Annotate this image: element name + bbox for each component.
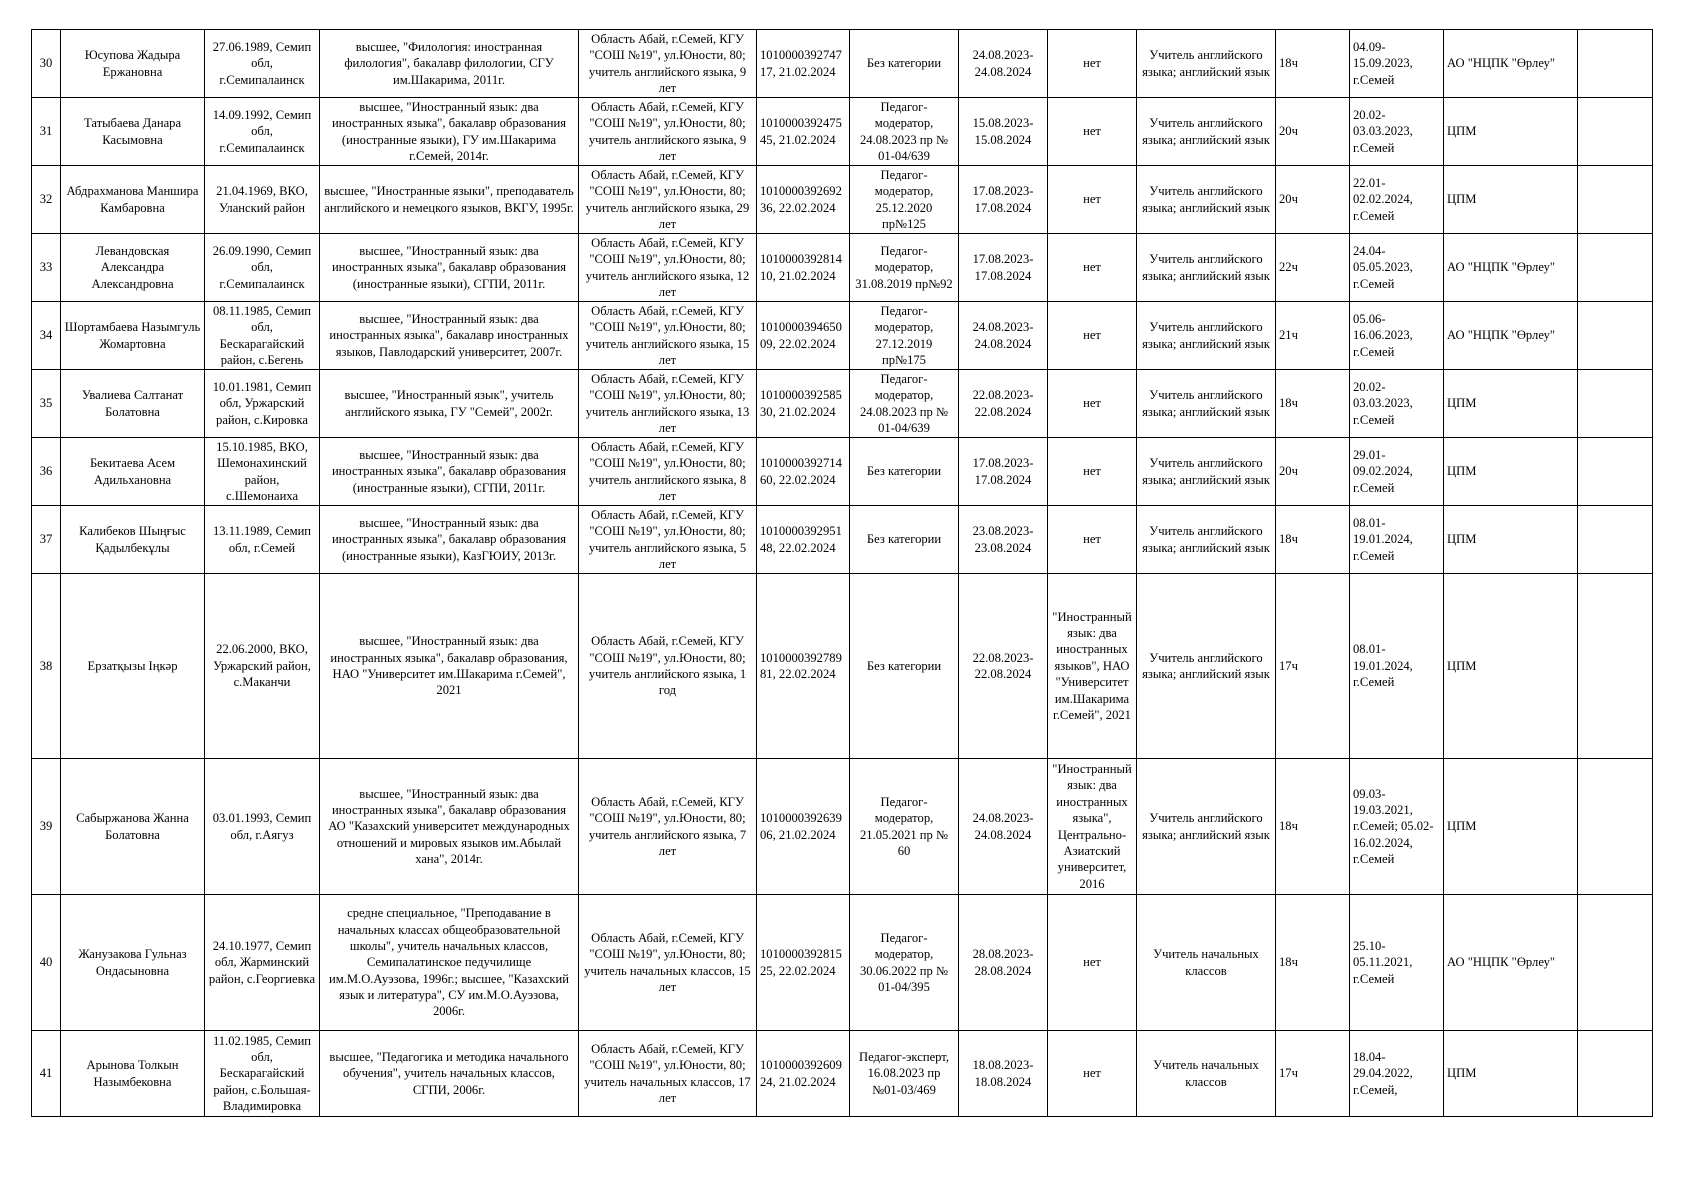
certification-period-cell: 18.08.2023-18.08.2024: [959, 1031, 1048, 1117]
row-number-cell: 37: [32, 506, 61, 574]
education-cell: высшее, "Иностранный язык: два иностранных языка", бакалавр иностранных языков, Павлодарский университет, 2007г.: [320, 302, 579, 370]
row-number-cell: 35: [32, 370, 61, 438]
full-name-cell: Калибеков Шыңғыс Қадылбекұлы: [61, 506, 205, 574]
staff-table: [31, 29, 1653, 1117]
retraining-cell: нет: [1048, 166, 1137, 234]
birth-info-cell: 13.11.1989, Семип обл, г.Семей: [205, 506, 320, 574]
full-name-cell: Увалиева Салтанат Болатовна: [61, 370, 205, 438]
birth-info-cell: 14.09.1992, Семип обл, г.Семипалаинск: [205, 98, 320, 166]
birth-info-cell: 11.02.1985, Семип обл, Бескарагайский район, с.Большая-Владимировка: [205, 1031, 320, 1117]
row-number-cell: 40: [32, 895, 61, 1031]
retraining-cell: "Иностранный язык: два иностранных языков", НАО "Университет им.Шакарима г.Семей", 2021: [1048, 574, 1137, 759]
qualification-category-cell: Педагог-модератор, 30.06.2022 пр № 01-04/395: [850, 895, 959, 1031]
registration-number-cell: 101000039269236, 22.02.2024: [757, 166, 850, 234]
notes-cell: [1578, 166, 1653, 234]
education-cell: высшее, "Филология: иностранная филология", бакалавр филологии, СГУ им.Шакарима, 2011г.: [320, 30, 579, 98]
course-dates-cell: 29.01-09.02.2024, г.Семей: [1350, 438, 1444, 506]
notes-cell: [1578, 30, 1653, 98]
course-organization-cell: ЦПМ: [1444, 370, 1578, 438]
birth-info-cell: 03.01.1993, Семип обл, г.Аягуз: [205, 759, 320, 895]
course-organization-cell: АО "НЦПК "Өрлеу": [1444, 895, 1578, 1031]
certification-period-cell: 22.08.2023-22.08.2024: [959, 574, 1048, 759]
qualification-category-cell: Без категории: [850, 574, 959, 759]
notes-cell: [1578, 895, 1653, 1031]
table-row: [32, 30, 1653, 98]
course-dates-cell: 24.04-05.05.2023, г.Семей: [1350, 234, 1444, 302]
retraining-cell: нет: [1048, 302, 1137, 370]
row-number-cell: 38: [32, 574, 61, 759]
course-organization-cell: ЦПМ: [1444, 98, 1578, 166]
teaching-hours-cell: 17ч: [1276, 574, 1350, 759]
notes-cell: [1578, 98, 1653, 166]
row-number-cell: 34: [32, 302, 61, 370]
workplace-cell: Область Абай, г.Семей, КГУ "СОШ №19", ул.Юности, 80; учитель английского языка, 29 лет: [579, 166, 757, 234]
table-row: [32, 370, 1653, 438]
full-name-cell: Шортамбаева Назымгуль Жомартовна: [61, 302, 205, 370]
course-dates-cell: 05.06-16.06.2023, г.Семей: [1350, 302, 1444, 370]
education-cell: средне специальное, "Преподавание в начальных классах общеобразовательной школы", учитель начальных классов, Семипалатинское педучилище им.М.О.Ауэзова, 1996г.; высшее, "Казахский язык и литература", СУ им.М.О.Ауэзова, 2006г.: [320, 895, 579, 1031]
education-cell: высшее, "Иностранный язык: два иностранных языка", бакалавр образования (иностранные языки), ГУ им.Шакарима г.Семей, 2014г.: [320, 98, 579, 166]
notes-cell: [1578, 438, 1653, 506]
course-dates-cell: 25.10-05.11.2021, г.Семей: [1350, 895, 1444, 1031]
full-name-cell: Ерзатқызы Іңкәр: [61, 574, 205, 759]
table-row: [32, 438, 1653, 506]
retraining-cell: нет: [1048, 98, 1137, 166]
qualification-category-cell: Педагог-модератор, 27.12.2019 пр№175: [850, 302, 959, 370]
course-dates-cell: 09.03-19.03.2021, г.Семей; 05.02-16.02.2024, г.Семей: [1350, 759, 1444, 895]
registration-number-cell: 101000039281410, 21.02.2024: [757, 234, 850, 302]
subject-cell: Учитель английского языка; английский язык: [1137, 302, 1276, 370]
certification-period-cell: 23.08.2023-23.08.2024: [959, 506, 1048, 574]
subject-cell: Учитель английского языка; английский язык: [1137, 438, 1276, 506]
full-name-cell: Левандовская Александра Александровна: [61, 234, 205, 302]
qualification-category-cell: Педагог-модератор, 24.08.2023 пр № 01-04/639: [850, 370, 959, 438]
notes-cell: [1578, 234, 1653, 302]
course-dates-cell: 20.02-03.03.2023, г.Семей: [1350, 98, 1444, 166]
certification-period-cell: 24.08.2023-24.08.2024: [959, 759, 1048, 895]
subject-cell: Учитель начальных классов: [1137, 895, 1276, 1031]
workplace-cell: Область Абай, г.Семей, КГУ "СОШ №19", ул.Юности, 80; учитель начальных классов, 15 лет: [579, 895, 757, 1031]
workplace-cell: Область Абай, г.Семей, КГУ "СОШ №19", ул.Юности, 80; учитель начальных классов, 17 лет: [579, 1031, 757, 1117]
workplace-cell: Область Абай, г.Семей, КГУ "СОШ №19", ул.Юности, 80; учитель английского языка, 7 лет: [579, 759, 757, 895]
qualification-category-cell: Без категории: [850, 506, 959, 574]
full-name-cell: Сабыржанова Жанна Болатовна: [61, 759, 205, 895]
subject-cell: Учитель английского языка; английский язык: [1137, 166, 1276, 234]
full-name-cell: Юсупова Жадыра Ержановна: [61, 30, 205, 98]
birth-info-cell: 24.10.1977, Семип обл, Жарминский район, с.Георгиевка: [205, 895, 320, 1031]
qualification-category-cell: Без категории: [850, 438, 959, 506]
table-row: [32, 759, 1653, 895]
subject-cell: Учитель английского языка; английский язык: [1137, 98, 1276, 166]
registration-number-cell: 101000039281525, 22.02.2024: [757, 895, 850, 1031]
birth-info-cell: 27.06.1989, Семип обл, г.Семипалаинск: [205, 30, 320, 98]
notes-cell: [1578, 302, 1653, 370]
notes-cell: [1578, 574, 1653, 759]
teaching-hours-cell: 18ч: [1276, 30, 1350, 98]
retraining-cell: нет: [1048, 438, 1137, 506]
retraining-cell: нет: [1048, 1031, 1137, 1117]
course-organization-cell: ЦПМ: [1444, 574, 1578, 759]
teaching-hours-cell: 18ч: [1276, 506, 1350, 574]
notes-cell: [1578, 759, 1653, 895]
subject-cell: Учитель английского языка; английский язык: [1137, 506, 1276, 574]
birth-info-cell: 08.11.1985, Семип обл, Бескарагайский район, с.Бегень: [205, 302, 320, 370]
teaching-hours-cell: 20ч: [1276, 98, 1350, 166]
notes-cell: [1578, 506, 1653, 574]
notes-cell: [1578, 1031, 1653, 1117]
row-number-cell: 41: [32, 1031, 61, 1117]
notes-cell: [1578, 370, 1653, 438]
full-name-cell: Арынова Толкын Назымбековна: [61, 1031, 205, 1117]
teaching-hours-cell: 22ч: [1276, 234, 1350, 302]
workplace-cell: Область Абай, г.Семей, КГУ "СОШ №19", ул.Юности, 80; учитель английского языка, 5 лет: [579, 506, 757, 574]
education-cell: высшее, "Иностранные языки", преподаватель английского и немецкого языков, ВКГУ, 1995г.: [320, 166, 579, 234]
education-cell: высшее, "Иностранный язык: два иностранных языка", бакалавр образования (иностранные языки), СГПИ, 2011г.: [320, 438, 579, 506]
workplace-cell: Область Абай, г.Семей, КГУ "СОШ №19", ул.Юности, 80; учитель английского языка, 1 год: [579, 574, 757, 759]
workplace-cell: Область Абай, г.Семей, КГУ "СОШ №19", ул.Юности, 80; учитель английского языка, 15 лет: [579, 302, 757, 370]
certification-period-cell: 22.08.2023-22.08.2024: [959, 370, 1048, 438]
registration-number-cell: 101000039260924, 21.02.2024: [757, 1031, 850, 1117]
retraining-cell: нет: [1048, 30, 1137, 98]
subject-cell: Учитель английского языка; английский язык: [1137, 574, 1276, 759]
certification-period-cell: 24.08.2023-24.08.2024: [959, 30, 1048, 98]
course-organization-cell: ЦПМ: [1444, 759, 1578, 895]
table-row: [32, 506, 1653, 574]
workplace-cell: Область Абай, г.Семей, КГУ "СОШ №19", ул.Юности, 80; учитель английского языка, 12 лет: [579, 234, 757, 302]
education-cell: высшее, "Иностранный язык: два иностранных языка", бакалавр образования, НАО "Университет им.Шакарима г.Семей", 2021: [320, 574, 579, 759]
workplace-cell: Область Абай, г.Семей, КГУ "СОШ №19", ул.Юности, 80; учитель английского языка, 8 лет: [579, 438, 757, 506]
qualification-category-cell: Педагог-модератор, 21.05.2021 пр № 60: [850, 759, 959, 895]
certification-period-cell: 15.08.2023-15.08.2024: [959, 98, 1048, 166]
table-row: [32, 166, 1653, 234]
qualification-category-cell: Педагог-модератор, 24.08.2023 пр № 01-04/639: [850, 98, 959, 166]
course-organization-cell: ЦПМ: [1444, 506, 1578, 574]
row-number-cell: 31: [32, 98, 61, 166]
registration-number-cell: 101000039247545, 21.02.2024: [757, 98, 850, 166]
subject-cell: Учитель начальных классов: [1137, 1031, 1276, 1117]
registration-number-cell: 101000039271460, 22.02.2024: [757, 438, 850, 506]
certification-period-cell: 28.08.2023-28.08.2024: [959, 895, 1048, 1031]
education-cell: высшее, "Педагогика и методика начального обучения", учитель начальных классов, СГПИ, 2006г.: [320, 1031, 579, 1117]
course-dates-cell: 20.02-03.03.2023, г.Семей: [1350, 370, 1444, 438]
qualification-category-cell: Педагог-модератор, 31.08.2019 пр№92: [850, 234, 959, 302]
teaching-hours-cell: 20ч: [1276, 438, 1350, 506]
certification-period-cell: 17.08.2023-17.08.2024: [959, 234, 1048, 302]
retraining-cell: нет: [1048, 234, 1137, 302]
course-organization-cell: АО "НЦПК "Өрлеу": [1444, 234, 1578, 302]
table-row: [32, 302, 1653, 370]
qualification-category-cell: Без категории: [850, 30, 959, 98]
subject-cell: Учитель английского языка; английский язык: [1137, 370, 1276, 438]
workplace-cell: Область Абай, г.Семей, КГУ "СОШ №19", ул.Юности, 80; учитель английского языка, 9 лет: [579, 98, 757, 166]
row-number-cell: 33: [32, 234, 61, 302]
birth-info-cell: 22.06.2000, ВКО, Уржарский район, с.Маканчи: [205, 574, 320, 759]
teaching-hours-cell: 18ч: [1276, 895, 1350, 1031]
teaching-hours-cell: 17ч: [1276, 1031, 1350, 1117]
birth-info-cell: 21.04.1969, ВКО, Уланский район: [205, 166, 320, 234]
certification-period-cell: 24.08.2023-24.08.2024: [959, 302, 1048, 370]
workplace-cell: Область Абай, г.Семей, КГУ "СОШ №19", ул.Юности, 80; учитель английского языка, 9 лет: [579, 30, 757, 98]
course-organization-cell: ЦПМ: [1444, 438, 1578, 506]
birth-info-cell: 15.10.1985, ВКО, Шемонахинский район, с.Шемонаиха: [205, 438, 320, 506]
course-organization-cell: ЦПМ: [1444, 1031, 1578, 1117]
teaching-hours-cell: 21ч: [1276, 302, 1350, 370]
course-dates-cell: 04.09-15.09.2023, г.Семей: [1350, 30, 1444, 98]
course-organization-cell: АО "НЦПК "Өрлеу": [1444, 30, 1578, 98]
course-dates-cell: 18.04-29.04.2022, г.Семей,: [1350, 1031, 1444, 1117]
education-cell: высшее, "Иностранный язык: два иностранных языка", бакалавр образования АО "Казахский университет международных отношений и мировых языков им.Абылай хана", 2014г.: [320, 759, 579, 895]
full-name-cell: Жанузакова Гульназ Ондасыновна: [61, 895, 205, 1031]
workplace-cell: Область Абай, г.Семей, КГУ "СОШ №19", ул.Юности, 80; учитель английского языка, 13 лет: [579, 370, 757, 438]
table-row: [32, 1031, 1653, 1117]
registration-number-cell: 101000039258530, 21.02.2024: [757, 370, 850, 438]
retraining-cell: нет: [1048, 370, 1137, 438]
full-name-cell: Татыбаева Данара Касымовна: [61, 98, 205, 166]
certification-period-cell: 17.08.2023-17.08.2024: [959, 438, 1048, 506]
registration-number-cell: 101000039263906, 21.02.2024: [757, 759, 850, 895]
table-row: [32, 98, 1653, 166]
birth-info-cell: 26.09.1990, Семип обл, г.Семипалаинск: [205, 234, 320, 302]
course-organization-cell: ЦПМ: [1444, 166, 1578, 234]
full-name-cell: Абдрахманова Маншира Камбаровна: [61, 166, 205, 234]
registration-number-cell: 101000039465009, 22.02.2024: [757, 302, 850, 370]
course-dates-cell: 22.01-02.02.2024, г.Семей: [1350, 166, 1444, 234]
retraining-cell: нет: [1048, 506, 1137, 574]
certification-period-cell: 17.08.2023-17.08.2024: [959, 166, 1048, 234]
full-name-cell: Бекитаева Асем Адильхановна: [61, 438, 205, 506]
subject-cell: Учитель английского языка; английский язык: [1137, 234, 1276, 302]
qualification-category-cell: Педагог-модератор, 25.12.2020 пр№125: [850, 166, 959, 234]
row-number-cell: 39: [32, 759, 61, 895]
education-cell: высшее, "Иностранный язык", учитель английского языка, ГУ "Семей", 2002г.: [320, 370, 579, 438]
registration-number-cell: 101000039278981, 22.02.2024: [757, 574, 850, 759]
birth-info-cell: 10.01.1981, Семип обл, Уржарский район, с.Кировка: [205, 370, 320, 438]
qualification-category-cell: Педагог-эксперт, 16.08.2023 пр №01-03/469: [850, 1031, 959, 1117]
registration-number-cell: 101000039295148, 22.02.2024: [757, 506, 850, 574]
teaching-hours-cell: 18ч: [1276, 370, 1350, 438]
course-dates-cell: 08.01-19.01.2024, г.Семей: [1350, 574, 1444, 759]
row-number-cell: 32: [32, 166, 61, 234]
subject-cell: Учитель английского языка; английский язык: [1137, 759, 1276, 895]
education-cell: высшее, "Иностранный язык: два иностранных языка", бакалавр образования (иностранные языки), КазГЮИУ, 2013г.: [320, 506, 579, 574]
course-organization-cell: АО "НЦПК "Өрлеу": [1444, 302, 1578, 370]
education-cell: высшее, "Иностранный язык: два иностранных языка", бакалавр образования (иностранные языки), СГПИ, 2011г.: [320, 234, 579, 302]
retraining-cell: нет: [1048, 895, 1137, 1031]
table-row: [32, 574, 1653, 759]
registration-number-cell: 101000039274717, 21.02.2024: [757, 30, 850, 98]
table-row: [32, 895, 1653, 1031]
subject-cell: Учитель английского языка; английский язык: [1137, 30, 1276, 98]
row-number-cell: 30: [32, 30, 61, 98]
row-number-cell: 36: [32, 438, 61, 506]
course-dates-cell: 08.01-19.01.2024, г.Семей: [1350, 506, 1444, 574]
teaching-hours-cell: 20ч: [1276, 166, 1350, 234]
retraining-cell: "Иностранный язык: два иностранных языка", Центрально-Азиатский университет, 2016: [1048, 759, 1137, 895]
teaching-hours-cell: 18ч: [1276, 759, 1350, 895]
table-row: [32, 234, 1653, 302]
